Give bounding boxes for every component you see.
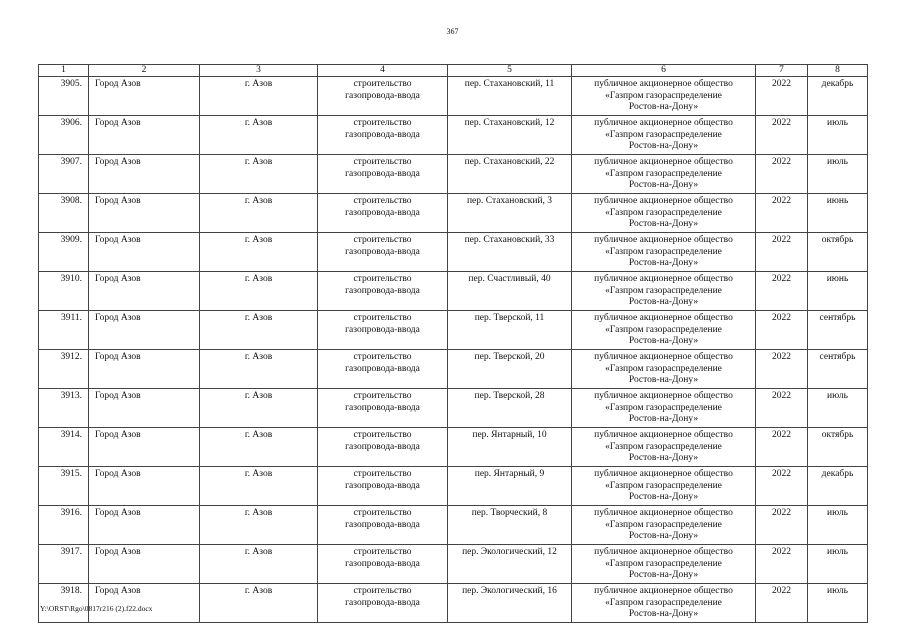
organization-cell-line: «Газпром газораспределение — [605, 285, 722, 296]
address-cell: пер. Счастливый, 40 — [448, 272, 572, 311]
work-type-cell — [318, 506, 448, 545]
address-cell: пер. Тверской, 20 — [448, 350, 572, 389]
organization-cell-line: «Газпром газораспределение — [605, 246, 722, 257]
address-cell: пер. Стахановский, 33 — [448, 233, 572, 272]
organization-cell — [572, 311, 756, 350]
column-number: 6 — [572, 65, 756, 77]
work-type-cell-line: строительство — [353, 547, 412, 557]
page-number: 367 — [446, 27, 459, 36]
row-number: 3912. — [39, 350, 89, 389]
district-cell: Город Азов — [89, 116, 200, 155]
month-cell: июнь — [808, 272, 868, 311]
settlement-cell: г. Азов — [200, 467, 318, 506]
address-cell: пер. Стахановский, 12 — [448, 116, 572, 155]
organization-cell-line: публичное акционерное общество — [594, 118, 733, 128]
table-row — [39, 428, 868, 467]
address-cell: пер. Творческий, 8 — [448, 506, 572, 545]
month-cell: июль — [808, 155, 868, 194]
organization-cell-line: «Газпром газораспределение — [605, 597, 722, 608]
row-number: 3914. — [39, 428, 89, 467]
district-cell: Город Азов — [89, 506, 200, 545]
settlement-cell: г. Азов — [200, 545, 318, 584]
work-type-cell-line: строительство — [353, 391, 412, 401]
table-row — [39, 467, 868, 506]
table-row — [39, 584, 868, 623]
file-path-footer: Y:\ORST\Rgo\0817r216 (2).f22.docx — [40, 604, 153, 613]
work-type-cell-line: строительство — [353, 235, 412, 245]
year-cell: 2022 — [756, 311, 808, 350]
year-cell: 2022 — [756, 428, 808, 467]
organization-cell-line: публичное акционерное общество — [594, 547, 733, 557]
settlement-cell: г. Азов — [200, 584, 318, 623]
work-type-cell — [318, 350, 448, 389]
column-number: 4 — [318, 65, 448, 77]
district-cell: Город Азов — [89, 428, 200, 467]
work-type-cell — [318, 77, 448, 116]
organization-cell — [572, 350, 756, 389]
month-cell: июль — [808, 545, 868, 584]
work-type-cell-line: строительство — [353, 352, 412, 362]
row-number: 3907. — [39, 155, 89, 194]
organization-cell — [572, 428, 756, 467]
work-type-cell-line: газопровода-ввода — [345, 168, 420, 179]
organization-cell-line: Ростов-на-Дону» — [628, 180, 699, 190]
settlement-cell: г. Азов — [200, 428, 318, 467]
row-number: 3908. — [39, 194, 89, 233]
row-number: 3911. — [39, 311, 89, 350]
organization-cell-line: «Газпром газораспределение — [605, 558, 722, 569]
year-cell: 2022 — [756, 350, 808, 389]
column-number: 1 — [39, 65, 89, 77]
organization-cell-line: Ростов-на-Дону» — [628, 336, 699, 346]
month-cell: июль — [808, 506, 868, 545]
organization-cell-line: публичное акционерное общество — [594, 430, 733, 440]
address-cell: пер. Стахановский, 11 — [448, 77, 572, 116]
settlement-cell: г. Азов — [200, 194, 318, 233]
district-cell: Город Азов — [89, 545, 200, 584]
work-type-cell-line: газопровода-ввода — [345, 285, 420, 296]
column-number: 2 — [89, 65, 200, 77]
organization-cell-line: Ростов-на-Дону» — [628, 219, 699, 229]
organization-cell-line: «Газпром газораспределение — [605, 402, 722, 413]
settlement-cell: г. Азов — [200, 389, 318, 428]
work-type-cell-line: газопровода-ввода — [345, 441, 420, 452]
year-cell: 2022 — [756, 77, 808, 116]
row-number: 3915. — [39, 467, 89, 506]
organization-cell-line: Ростов-на-Дону» — [628, 492, 699, 502]
organization-cell-line: «Газпром газораспределение — [605, 441, 722, 452]
column-number: 5 — [448, 65, 572, 77]
work-type-cell-line: газопровода-ввода — [345, 402, 420, 413]
organization-cell-line: «Газпром газораспределение — [605, 207, 722, 218]
organization-cell-line: «Газпром газораспределение — [605, 324, 722, 335]
year-cell: 2022 — [756, 584, 808, 623]
work-type-cell-line: строительство — [353, 586, 412, 596]
organization-cell — [572, 545, 756, 584]
schedule-table — [38, 64, 868, 623]
work-type-cell-line: газопровода-ввода — [345, 324, 420, 335]
work-type-cell-line: газопровода-ввода — [345, 129, 420, 140]
organization-cell — [572, 389, 756, 428]
organization-cell-line: Ростов-на-Дону» — [628, 375, 699, 385]
month-cell: июль — [808, 389, 868, 428]
work-type-cell-line: газопровода-ввода — [345, 558, 420, 569]
district-cell: Город Азов — [89, 233, 200, 272]
settlement-cell: г. Азов — [200, 311, 318, 350]
work-type-cell-line: газопровода-ввода — [345, 519, 420, 530]
district-cell: Город Азов — [89, 194, 200, 233]
table-row — [39, 350, 868, 389]
organization-cell-line: «Газпром газораспределение — [605, 90, 722, 101]
month-cell: октябрь — [808, 428, 868, 467]
organization-cell-line: «Газпром газораспределение — [605, 519, 722, 530]
organization-cell-line: публичное акционерное общество — [594, 196, 733, 206]
organization-cell-line: Ростов-на-Дону» — [628, 531, 699, 541]
organization-cell-line: «Газпром газораспределение — [605, 363, 722, 374]
row-number: 3910. — [39, 272, 89, 311]
work-type-cell-line: строительство — [353, 196, 412, 206]
settlement-cell: г. Азов — [200, 350, 318, 389]
month-cell: июль — [808, 116, 868, 155]
organization-cell-line: публичное акционерное общество — [594, 274, 733, 284]
work-type-cell-line: строительство — [353, 469, 412, 479]
district-cell: Город Азов — [89, 272, 200, 311]
month-cell: сентябрь — [808, 311, 868, 350]
table-row — [39, 272, 868, 311]
table-row — [39, 311, 868, 350]
organization-cell-line: Ростов-на-Дону» — [628, 609, 699, 619]
address-cell: пер. Янтарный, 10 — [448, 428, 572, 467]
work-type-cell — [318, 194, 448, 233]
organization-cell-line: Ростов-на-Дону» — [628, 102, 699, 112]
year-cell: 2022 — [756, 506, 808, 545]
organization-cell — [572, 116, 756, 155]
table-row — [39, 389, 868, 428]
organization-cell — [572, 467, 756, 506]
column-number: 3 — [200, 65, 318, 77]
work-type-cell — [318, 467, 448, 506]
organization-cell-line: Ростов-на-Дону» — [628, 570, 699, 580]
table-row — [39, 545, 868, 584]
column-number: 8 — [808, 65, 868, 77]
settlement-cell: г. Азов — [200, 155, 318, 194]
work-type-cell — [318, 272, 448, 311]
table-row — [39, 233, 868, 272]
address-cell: пер. Янтарный, 9 — [448, 467, 572, 506]
year-cell: 2022 — [756, 116, 808, 155]
work-type-cell-line: строительство — [353, 157, 412, 167]
column-number: 7 — [756, 65, 808, 77]
work-type-cell-line: строительство — [353, 274, 412, 284]
settlement-cell: г. Азов — [200, 233, 318, 272]
organization-cell-line: публичное акционерное общество — [594, 508, 733, 518]
organization-cell-line: публичное акционерное общество — [594, 391, 733, 401]
work-type-cell — [318, 584, 448, 623]
work-type-cell-line: строительство — [353, 79, 412, 89]
organization-cell-line: Ростов-на-Дону» — [628, 258, 699, 268]
row-number: 3918. — [39, 584, 89, 623]
month-cell: октябрь — [808, 233, 868, 272]
work-type-cell — [318, 155, 448, 194]
district-cell: Город Азов — [89, 311, 200, 350]
organization-cell-line: публичное акционерное общество — [594, 586, 733, 596]
district-cell: Город Азов — [89, 350, 200, 389]
month-cell: июль — [808, 584, 868, 623]
month-cell: декабрь — [808, 467, 868, 506]
table-row — [39, 77, 868, 116]
column-number-row — [39, 65, 868, 77]
work-type-cell-line: газопровода-ввода — [345, 480, 420, 491]
year-cell: 2022 — [756, 467, 808, 506]
work-type-cell-line: газопровода-ввода — [345, 207, 420, 218]
work-type-cell — [318, 233, 448, 272]
address-cell: пер. Стахановский, 3 — [448, 194, 572, 233]
work-type-cell — [318, 116, 448, 155]
settlement-cell: г. Азов — [200, 272, 318, 311]
district-cell: Город Азов — [89, 467, 200, 506]
address-cell: пер. Тверской, 11 — [448, 311, 572, 350]
organization-cell — [572, 194, 756, 233]
settlement-cell: г. Азов — [200, 116, 318, 155]
table-row — [39, 506, 868, 545]
table-row — [39, 155, 868, 194]
settlement-cell: г. Азов — [200, 506, 318, 545]
row-number: 3906. — [39, 116, 89, 155]
work-type-cell — [318, 311, 448, 350]
year-cell: 2022 — [756, 194, 808, 233]
organization-cell-line: «Газпром газораспределение — [605, 480, 722, 491]
organization-cell-line: «Газпром газораспределение — [605, 129, 722, 140]
district-cell: Город Азов — [89, 584, 200, 623]
organization-cell-line: публичное акционерное общество — [594, 79, 733, 89]
work-type-cell-line: газопровода-ввода — [345, 90, 420, 101]
district-cell: Город Азов — [89, 155, 200, 194]
year-cell: 2022 — [756, 233, 808, 272]
organization-cell — [572, 506, 756, 545]
organization-cell-line: Ростов-на-Дону» — [628, 141, 699, 151]
year-cell: 2022 — [756, 389, 808, 428]
work-type-cell-line: газопровода-ввода — [345, 597, 420, 608]
work-type-cell-line: строительство — [353, 313, 412, 323]
organization-cell — [572, 272, 756, 311]
organization-cell — [572, 584, 756, 623]
row-number: 3909. — [39, 233, 89, 272]
table-row — [39, 116, 868, 155]
table-row — [39, 194, 868, 233]
address-cell: пер. Экологический, 16 — [448, 584, 572, 623]
organization-cell-line: «Газпром газораспределение — [605, 168, 722, 179]
organization-cell-line: Ростов-на-Дону» — [628, 297, 699, 307]
organization-cell-line: публичное акционерное общество — [594, 235, 733, 245]
district-cell: Город Азов — [89, 77, 200, 116]
row-number: 3917. — [39, 545, 89, 584]
month-cell: сентябрь — [808, 350, 868, 389]
address-cell: пер. Стахановский, 22 — [448, 155, 572, 194]
organization-cell — [572, 77, 756, 116]
address-cell: пер. Экологический, 12 — [448, 545, 572, 584]
work-type-cell — [318, 389, 448, 428]
settlement-cell: г. Азов — [200, 77, 318, 116]
work-type-cell — [318, 428, 448, 467]
organization-cell-line: публичное акционерное общество — [594, 469, 733, 479]
year-cell: 2022 — [756, 272, 808, 311]
work-type-cell-line: газопровода-ввода — [345, 363, 420, 374]
organization-cell-line: публичное акционерное общество — [594, 352, 733, 362]
month-cell: декабрь — [808, 77, 868, 116]
work-type-cell-line: строительство — [353, 508, 412, 518]
address-cell: пер. Тверской, 28 — [448, 389, 572, 428]
work-type-cell-line: газопровода-ввода — [345, 246, 420, 257]
work-type-cell — [318, 545, 448, 584]
year-cell: 2022 — [756, 155, 808, 194]
row-number: 3913. — [39, 389, 89, 428]
district-cell: Город Азов — [89, 389, 200, 428]
organization-cell-line: публичное акционерное общество — [594, 313, 733, 323]
organization-cell — [572, 155, 756, 194]
row-number: 3916. — [39, 506, 89, 545]
organization-cell-line: публичное акционерное общество — [594, 157, 733, 167]
organization-cell — [572, 233, 756, 272]
work-type-cell-line: строительство — [353, 118, 412, 128]
year-cell: 2022 — [756, 545, 808, 584]
work-type-cell-line: строительство — [353, 430, 412, 440]
organization-cell-line: Ростов-на-Дону» — [628, 414, 699, 424]
month-cell: июнь — [808, 194, 868, 233]
organization-cell-line: Ростов-на-Дону» — [628, 453, 699, 463]
row-number: 3905. — [39, 77, 89, 116]
